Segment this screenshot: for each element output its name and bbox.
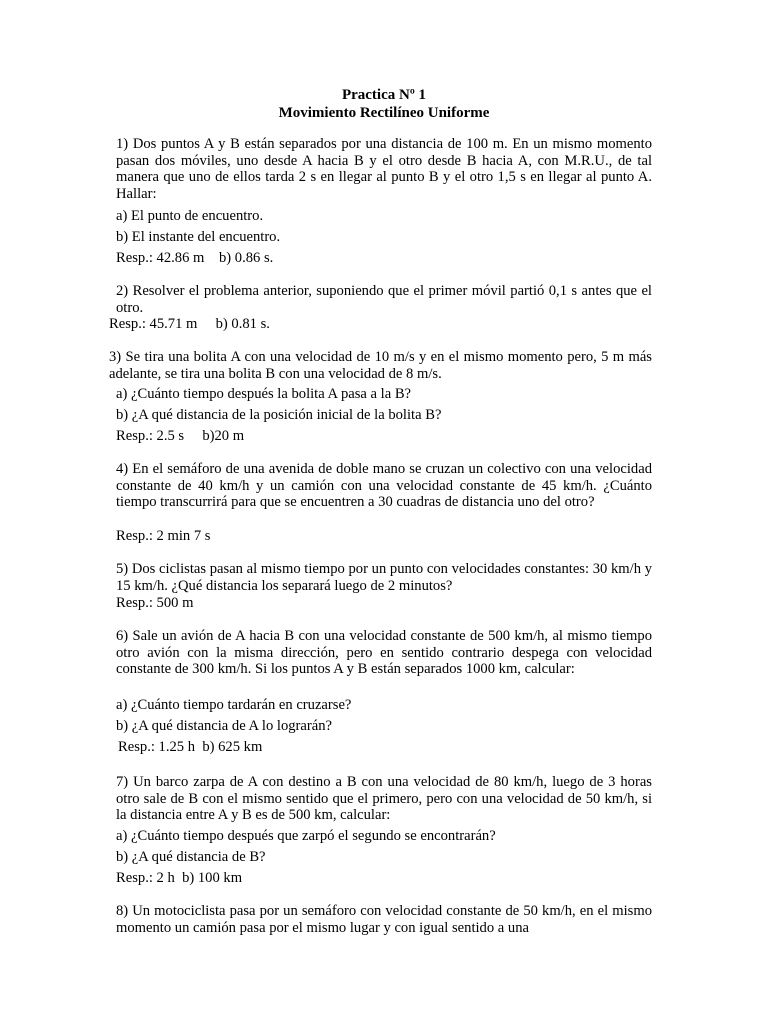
problem-6-part-b: b) ¿A qué distancia de A lo lograrán? [116,718,332,734]
problem-2-answer: Resp.: 45.71 m b) 0.81 s. [109,316,270,332]
problem-7-statement: 7) Un barco zarpa de A con destino a B con una velocidad de 80 km/h, luego de 3 horas otro sale de B con el mismo sentido que el primero, pero con una velocidad de 50 km/h, si la distancia entre A y B es de 500 km, calcular: [116,774,652,823]
problem-7-part-a: a) ¿Cuánto tiempo después que zarpó el segundo se encontrarán? [116,828,496,844]
problem-6-answer: Resp.: 1.25 h b) 625 km [118,739,263,755]
problem-4-answer: Resp.: 2 min 7 s [116,528,211,544]
problem-7-answer: Resp.: 2 h b) 100 km [116,870,243,886]
problem-6-part-a: a) ¿Cuánto tiempo tardarán en cruzarse? [116,697,352,713]
page-title: Practica Nº 1 [341,87,427,103]
problem-3-part-a: a) ¿Cuánto tiempo después la bolita A pasa a la B? [116,386,412,402]
problem-6-statement: 6) Sale un avión de A hacia B con una velocidad constante de 500 km/h, al mismo tiempo otro avión con la misma dirección, pero en sentido contrario despega con velocidad constante de 300 km/h. Si los puntos A y B están separados 1000 km, calcular: [116,628,652,677]
problem-1-statement: 1) Dos puntos A y B están separados por una distancia de 100 m. En un mismo momento pasan dos móviles, uno desde A hacia B y el otro desde B hacia A, con M.R.U., de tal manera que uno de ellos tarda 2 s en llegar al punto B y el otro 1,5 s en llegar al punto A. Hallar: [116,136,652,202]
problem-7-part-b: b) ¿A qué distancia de B? [116,849,266,865]
problem-1-part-a: a) El punto de encuentro. [116,208,264,224]
problem-3-part-b: b) ¿A qué distancia de la posición inicial de la bolita B? [116,407,442,423]
problem-3-answer: Resp.: 2.5 s b)20 m [116,428,245,444]
problem-3-statement: 3) Se tira una bolita A con una velocidad de 10 m/s y en el mismo momento pero, 5 m más adelante, se tira una bolita B con una velocidad de 8 m/s. [109,349,652,382]
problem-5-statement: 5) Dos ciclistas pasan al mismo tiempo por un punto con velocidades constantes: 30 km/h y 15 km/h. ¿Qué distancia los separará luego de 2 minutos? [116,561,652,594]
problem-5-answer: Resp.: 500 m [116,595,194,611]
problem-1-answer: Resp.: 42.86 m b) 0.86 s. [116,250,274,266]
problem-4-statement: 4) En el semáforo de una avenida de doble mano se cruzan un colectivo con una velocidad constante de 40 km/h y un camión con una velocidad constante de 45 km/h. ¿Cuánto tiempo transcurrirá para que se encuentren a 30 cuadras de distancia uno del otro? [116,461,652,510]
problem-8-statement: 8) Un motociclista pasa por un semáforo con velocidad constante de 50 km/h, en el mismo momento un camión pasa por el mismo lugar y con igual sentido a una [116,903,652,936]
problem-1-part-b: b) El instante del encuentro. [116,229,281,245]
page-subtitle: Movimiento Rectilíneo Uniforme [278,105,490,121]
problem-2-statement: 2) Resolver el problema anterior, suponiendo que el primer móvil partió 0,1 s antes que el otro. [116,283,652,316]
